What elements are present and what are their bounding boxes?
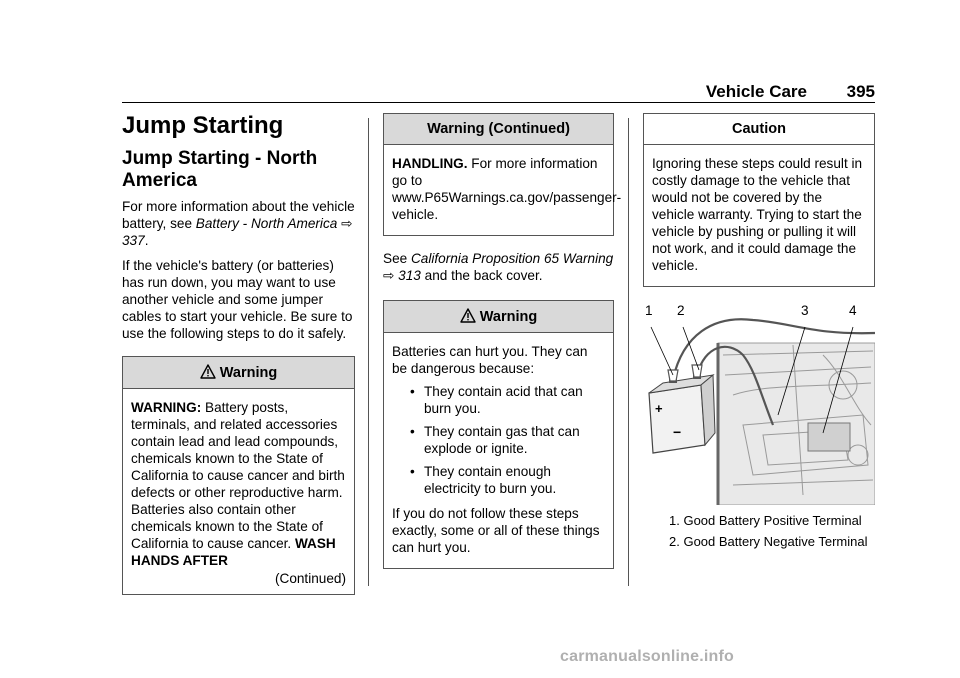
battery-negative-mark: − <box>673 424 682 440</box>
callout-2: 2 <box>677 303 685 318</box>
xref-battery[interactable]: Battery - North America <box>195 216 338 231</box>
warning-box <box>122 356 355 595</box>
hazard-list <box>392 383 605 497</box>
warning-header: Warning <box>123 357 354 389</box>
list-item: 1. Good Battery Positive Terminal <box>669 513 862 528</box>
warning-text: WARNING: Battery posts, terminals, and related accessories contain lead and lead compounds, chemicals known to the State of California to cause cancer and birth defects or other reproductive harm. Batteries also contain other chemicals known to the State of California to cause cancer. WASH HANDS AFTER <box>131 400 345 568</box>
list-item: • They contain enough electricity to burn you. <box>392 463 605 497</box>
section-heading: Jump Starting - North America <box>122 148 318 191</box>
callout-3: 3 <box>801 303 809 318</box>
page-ref-icon: ⇨ <box>341 216 353 231</box>
warning-continued-text: HANDLING. For more information go to www.P65Warnings.ca.gov/passenger-vehicle. <box>392 156 622 222</box>
xref-page[interactable]: 313 <box>398 268 421 283</box>
watermark: carmanualsonline.info <box>560 648 735 665</box>
intro-paragraph: For more information about the vehicle battery, see Battery - North America ⇨ 337. <box>122 199 355 248</box>
caution-header: Caution <box>644 114 874 145</box>
column-1 <box>122 108 355 609</box>
see-reference: See California Proposition 65 Warning ⇨ 313 and the back cover. <box>383 251 614 283</box>
list-item: • They contain gas that can explode or ignite. <box>392 423 605 457</box>
warning-intro: Batteries can hurt you. They can be dangerous because: <box>392 344 588 376</box>
page-title: Jump Starting <box>122 112 284 139</box>
figure-callouts <box>643 303 875 323</box>
warning-triangle-icon <box>200 364 216 379</box>
warning-continued-box <box>383 113 622 236</box>
column-divider <box>368 118 369 586</box>
list-item: • They contain acid that can burn you. <box>392 383 605 417</box>
column-divider <box>628 118 629 586</box>
xref-prop65[interactable]: California Proposition 65 Warning <box>410 251 614 266</box>
warning-continued-header: Warning (Continued) <box>384 114 613 145</box>
header-rule <box>122 102 875 103</box>
warning-box <box>383 300 614 569</box>
battery-positive-mark: + <box>655 401 663 416</box>
list-item: 2. Good Battery Negative Terminal <box>669 534 868 549</box>
callout-1: 1 <box>645 303 653 318</box>
warning-triangle-icon <box>460 308 476 323</box>
page-ref-icon: ⇨ <box>383 268 395 283</box>
warning-header: Warning <box>384 301 613 333</box>
caution-text: Ignoring these steps could result in costly damage to the vehicle that would not be covered by the vehicle warranty. Trying to start the vehicle by pushing or pulling it will not work, and it could damage the vehicle. <box>652 156 863 273</box>
column-2 <box>383 113 622 583</box>
caution-box <box>643 113 875 287</box>
column-3 <box>643 113 875 555</box>
callout-4: 4 <box>849 303 857 318</box>
warning-outro: If you do not follow these steps exactly, some or all of these things can hurt you. <box>392 506 600 555</box>
section-title: Vehicle Care <box>705 82 807 101</box>
engine-bay-drawing <box>643 315 875 505</box>
jump-start-illustration <box>643 303 875 505</box>
continued-label: (Continued) <box>274 571 346 586</box>
page-number: 395 <box>846 82 875 101</box>
xref-page[interactable]: 337 <box>122 233 145 248</box>
figure-legend <box>669 513 875 549</box>
body-paragraph: If the vehicle's battery (or batteries) has run down, you may want to use another vehicle and some jumper cables to start your vehicle. Be sure to use the following steps to do it safely. <box>122 258 353 341</box>
